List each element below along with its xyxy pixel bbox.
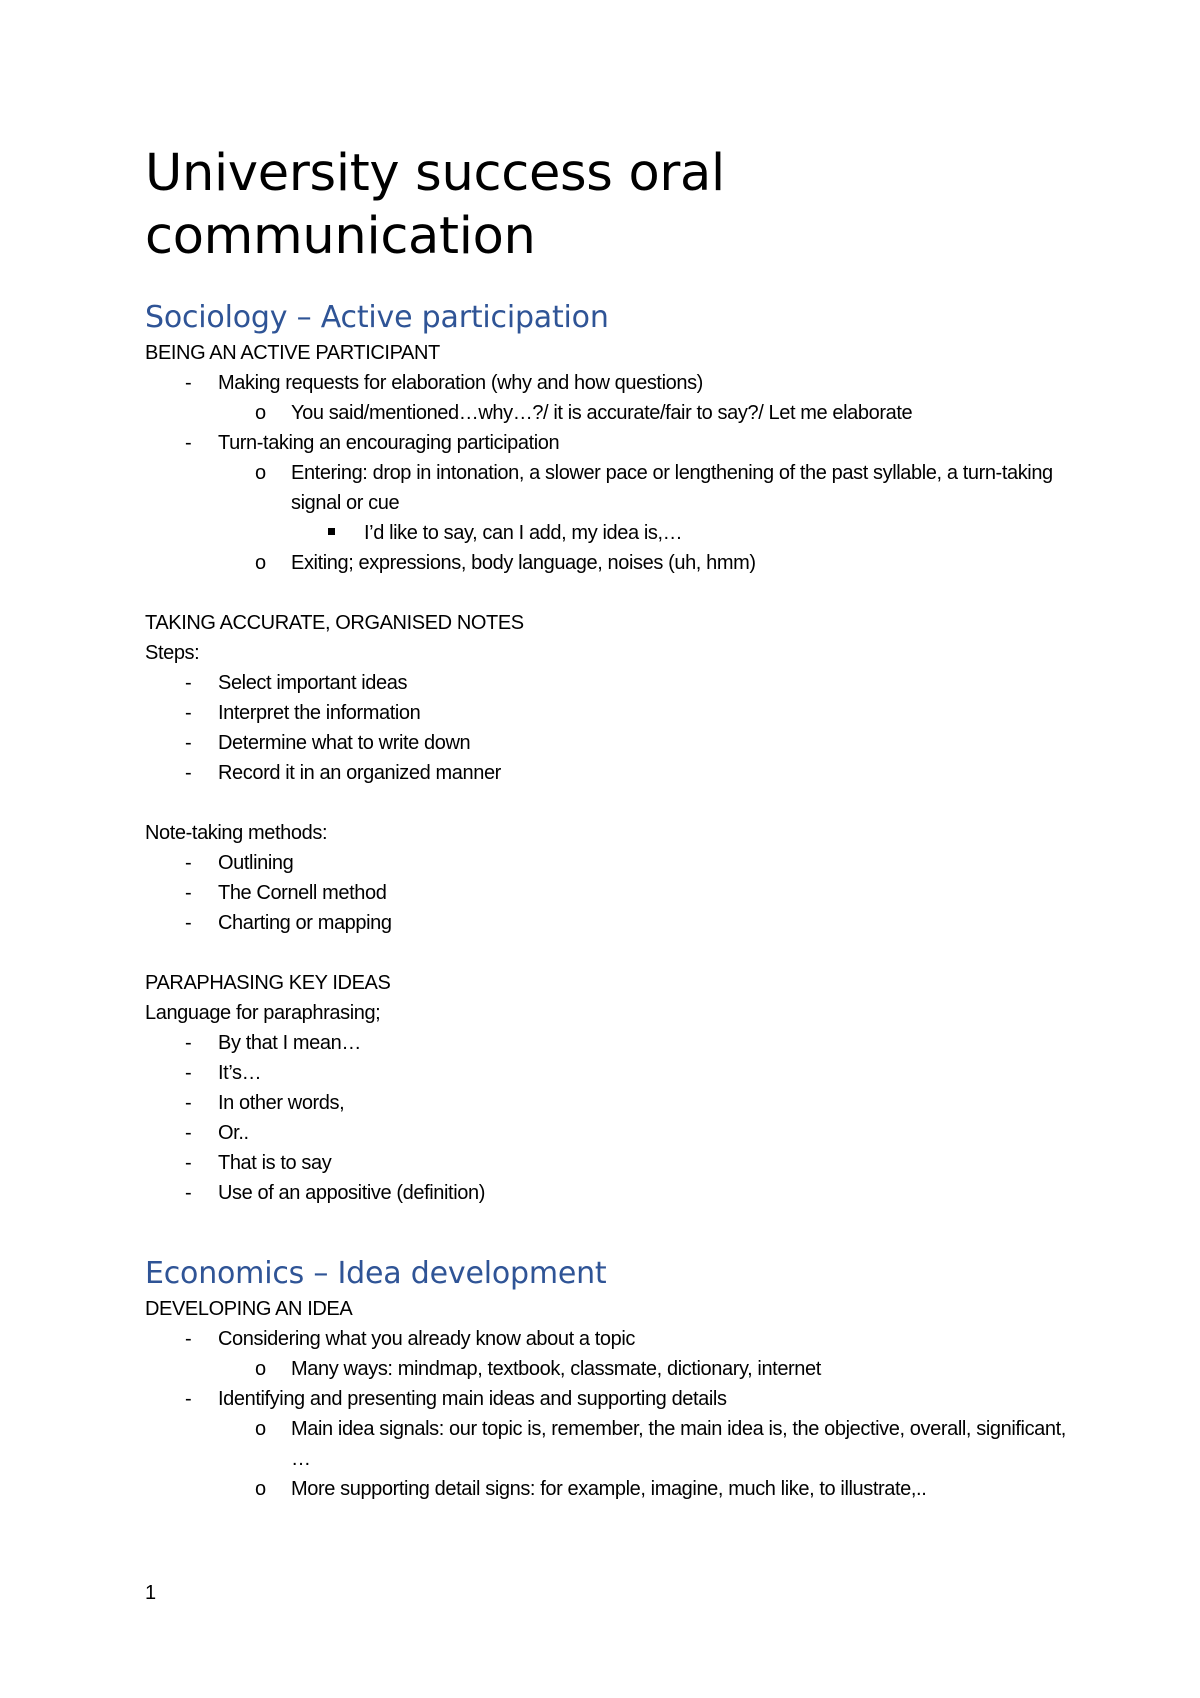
- dash-marker: -: [185, 1182, 192, 1204]
- dash-marker: -: [185, 1328, 192, 1350]
- list-item: Use of an appositive (definition): [218, 1182, 485, 1204]
- list-item: Many ways: mindmap, textbook, classmate, dictionary, internet: [291, 1358, 821, 1380]
- paraphrasing-label: Language for paraphrasing;: [145, 1002, 381, 1024]
- dash-marker: -: [185, 1122, 192, 1144]
- list-item: By that I mean…: [218, 1032, 361, 1054]
- subheading-paraphrasing: PARAPHASING KEY IDEAS: [145, 972, 391, 994]
- dash-marker: -: [185, 762, 192, 784]
- page-number: 1: [145, 1582, 157, 1604]
- dash-marker: -: [185, 672, 192, 694]
- list-item: Turn-taking an encouraging participation: [218, 432, 560, 454]
- circle-marker: o: [255, 1418, 267, 1440]
- list-item: Making requests for elaboration (why and how questions): [218, 372, 703, 394]
- dash-marker: -: [185, 372, 192, 394]
- list-item: Determine what to write down: [218, 732, 471, 754]
- dash-marker: -: [185, 1152, 192, 1174]
- dash-marker: -: [185, 732, 192, 754]
- circle-marker: o: [255, 462, 267, 484]
- list-item: Or..: [218, 1122, 249, 1144]
- dash-marker: -: [185, 882, 192, 904]
- list-item: You said/mentioned…why…?/ it is accurate/fair to say?/ Let me elaborate: [291, 402, 913, 424]
- circle-marker: o: [255, 402, 267, 424]
- list-item: The Cornell method: [218, 882, 387, 904]
- circle-marker: o: [255, 1478, 267, 1500]
- section-heading-economics: Economics – Idea development: [145, 1256, 607, 1291]
- list-item: It’s…: [218, 1062, 262, 1084]
- section-heading-sociology: Sociology – Active participation: [145, 300, 609, 335]
- list-item: Charting or mapping: [218, 912, 392, 934]
- square-bullet: [328, 528, 335, 535]
- dash-marker: -: [185, 912, 192, 934]
- list-item: Identifying and presenting main ideas and supporting details: [218, 1388, 727, 1410]
- list-item: More supporting detail signs: for example, imagine, much like, to illustrate,..: [291, 1478, 927, 1500]
- dash-marker: -: [185, 1062, 192, 1084]
- dash-marker: -: [185, 852, 192, 874]
- list-item: Interpret the information: [218, 702, 421, 724]
- dash-marker: -: [185, 702, 192, 724]
- dash-marker: -: [185, 1092, 192, 1114]
- list-item: Outlining: [218, 852, 294, 874]
- steps-label: Steps:: [145, 642, 200, 664]
- list-item: That is to say: [218, 1152, 332, 1174]
- subheading-developing-idea: DEVELOPING AN IDEA: [145, 1298, 353, 1320]
- subheading-active-participant: BEING AN ACTIVE PARTICIPANT: [145, 342, 440, 364]
- list-item: Considering what you already know about a topic: [218, 1328, 636, 1350]
- list-item: Record it in an organized manner: [218, 762, 501, 784]
- dash-marker: -: [185, 1388, 192, 1410]
- circle-marker: o: [255, 1358, 267, 1380]
- list-item: I’d like to say, can I add, my idea is,…: [364, 522, 683, 544]
- dash-marker: -: [185, 1032, 192, 1054]
- list-item: In other words,: [218, 1092, 345, 1114]
- dash-marker: -: [185, 432, 192, 454]
- list-item: Entering: drop in intonation, a slower pace or lengthening of the past syllable, a turn-taking signal or cue: [291, 462, 1053, 514]
- subheading-notes: TAKING ACCURATE, ORGANISED NOTES: [145, 612, 524, 634]
- circle-marker: o: [255, 552, 267, 574]
- list-item: Select important ideas: [218, 672, 408, 694]
- document-title: University success oral communication: [145, 144, 725, 266]
- list-item: Main idea signals: our topic is, remember, the main idea is, the objective, overall, significant, …: [291, 1418, 1066, 1470]
- methods-label: Note-taking methods:: [145, 822, 328, 844]
- list-item: Exiting; expressions, body language, noises (uh, hmm): [291, 552, 756, 574]
